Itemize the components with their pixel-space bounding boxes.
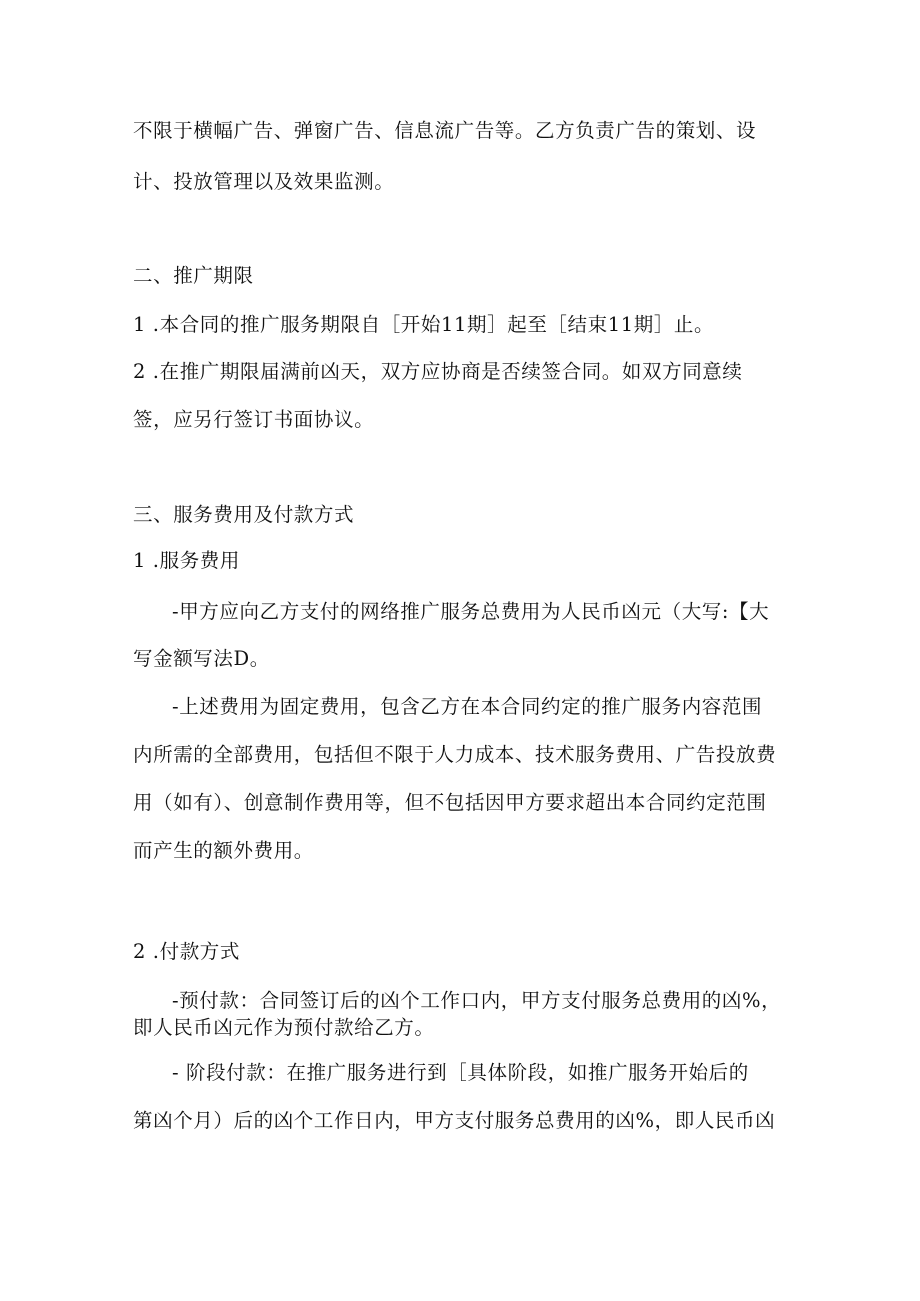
list-item: 2 .在推广期限届满前凶天，双方应协商是否续签合同。如双方同意续 [133, 360, 743, 383]
body-line: 内所需的全部费用，包括但不限于人力成本、技术服务费用、广告投放费 [133, 743, 777, 766]
body-line: 签，应另行签订书面协议。 [133, 408, 375, 431]
bullet-item: - 阶段付款：在推广服务进行到［具体阶段，如推广服务开始后的 [172, 1061, 749, 1084]
body-line: 写金额写法D。 [133, 647, 270, 670]
body-line: 不限于横幅广告、弹窗广告、信息流广告等。乙方负责广告的策划、设 [133, 119, 757, 142]
body-line: 计、投放管理以及效果监测。 [133, 170, 395, 193]
section-heading: 二、推广期限 [133, 264, 254, 287]
body-line: 用（如有）、创意制作费用等，但不包括因甲方要求超出本合同约定范围 [133, 791, 767, 814]
list-item: 1 .本合同的推广服务期限自［开始11期］起至［结束11期］止。 [133, 313, 715, 336]
body-line: 而产生的额外费用。 [133, 839, 314, 862]
list-item: 1 .服务费用 [133, 549, 241, 572]
body-line: 第凶个月）后的凶个工作日内，甲方支付服务总费用的凶%，即人民币凶 [133, 1109, 776, 1132]
bullet-item: -上述费用为固定费用，包含乙方在本合同约定的推广服务内容范围 [172, 695, 763, 718]
section-heading: 三、服务费用及付款方式 [133, 503, 355, 526]
bullet-item: -甲方应向乙方支付的网络推广服务总费用为人民币凶元（大写:【大 [172, 600, 770, 623]
list-item: 2 .付款方式 [133, 940, 241, 963]
body-line: 即人民币凶元作为预付款给乙方。 [133, 1016, 435, 1039]
bullet-item: -预付款：合同签订后的凶个工作口内，甲方支付服务总费用的凶%， [172, 989, 782, 1012]
